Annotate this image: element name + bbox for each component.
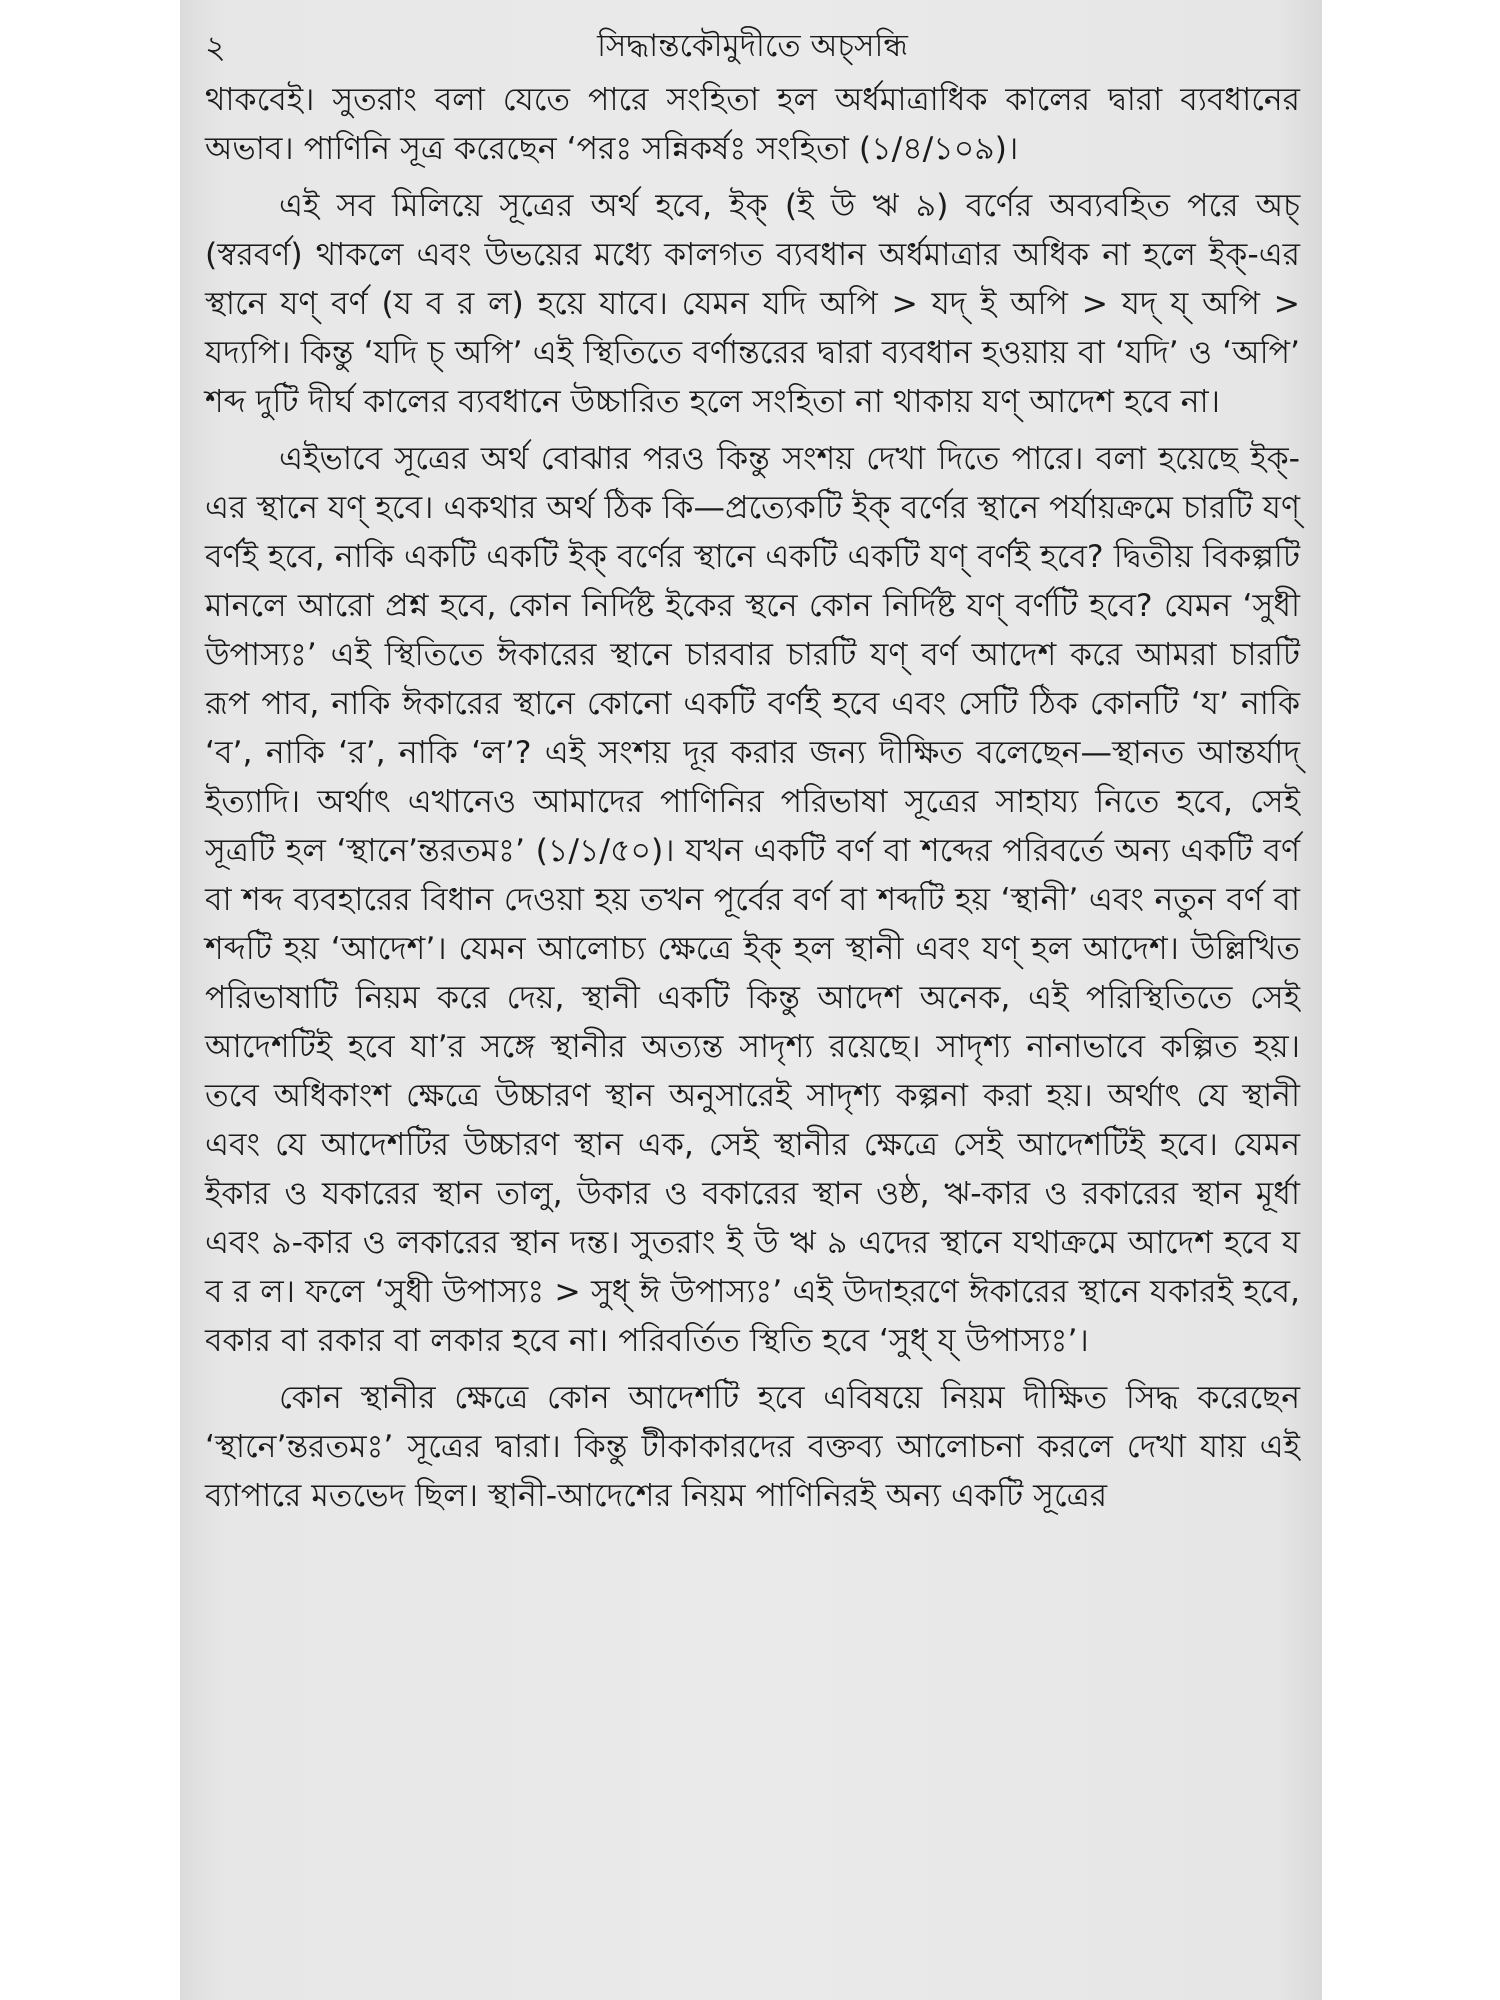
- book-page: [180, 0, 1322, 2000]
- chapter-title: সিদ্ধান্তকৌমুদীতে অচ্‌সন্ধি: [597, 28, 908, 64]
- paragraph-continuation: থাকবেই। সুতরাং বলা যেতে পারে সংহিতা হল অর্ধমাত্রাধিক কালের দ্বারা ব্যবধানের অভাব। পাণিনি সূত্র করেছেন ‘পরঃ সন্নিকর্ষঃ সংহিতা (১/৪/১০৯)।: [205, 82, 1300, 167]
- paragraph: কোন স্থানীর ক্ষেত্রে কোন আদেশটি হবে এবিষয়ে নিয়ম দীক্ষিত সিদ্ধ করেছেন ‘স্থানে’ন্তরতমঃ’ সূত্রের দ্বারা। কিন্তু টীকাকারদের বক্তব্য আলোচনা করলে দেখা যায় এই ব্যাপারে মতভেদ ছিল। স্থানী-আদেশের নিয়ম পাণিনিরই অন্য একটি সূত্রের: [205, 1380, 1300, 1514]
- page-number: ২: [205, 28, 226, 66]
- body-text: [205, 76, 1300, 1521]
- running-header: [205, 14, 1300, 76]
- paragraph: এই সব মিলিয়ে সূত্রের অর্থ হবে, ইক্‌ (ই উ ঋ ৯) বর্ণের অব্যবহিত পরে অচ্‌ (স্বরবর্ণ) থাকলে এবং উভয়ের মধ্যে কালগত ব্যবধান অর্ধমাত্রার অধিক না হলে ইক্‌-এর স্থানে যণ্‌ বর্ণ (য ব র ল) হয়ে যাবে। যেমন যদি অপি > যদ্‌ ই অপি > যদ্‌ য্‌ অপি > যদ্যপি। কিন্তু ‘যদি চ্‌ অপি’ এই স্থিতিতে বর্ণান্তরের দ্বারা ব্যবধান হওয়ায় বা ‘যদি’ ও ‘অপি’ শব্দ দুটি দীর্ঘ কালের ব্যবধানে উচ্চারিত হলে সংহিতা না থাকায় যণ্‌ আদেশ হবে না।: [205, 188, 1300, 420]
- text-block: [205, 0, 1300, 1521]
- paragraph: এইভাবে সূত্রের অর্থ বোঝার পরও কিন্তু সংশয় দেখা দিতে পারে। বলা হয়েছে ইক্‌-এর স্থানে যণ্‌ হবে। একথার অর্থ ঠিক কি—প্রত্যেকটি ইক্‌ বর্ণের স্থানে পর্যায়ক্রমে চারটি যণ্‌ বর্ণই হবে, নাকি একটি একটি ইক্‌ বর্ণের স্থানে একটি একটি যণ্‌ বর্ণই হবে? দ্বিতীয় বিকল্পটি মানলে আরো প্রশ্ন হবে, কোন নির্দিষ্ট ইকের স্থনে কোন নির্দিষ্ট যণ্‌ বর্ণটি হবে? যেমন ‘সুধী উপাস্যঃ’ এই স্থিতিতে ঈকারের স্থানে চারবার চারটি যণ্‌ বর্ণ আদেশ করে আমরা চারটি রূপ পাব, নাকি ঈকারের স্থানে কোনো একটি বর্ণই হবে এবং সেটি ঠিক কোনটি ‘য’ নাকি ‘ব’, নাকি ‘র’, নাকি ‘ল’? এই সংশয় দূর করার জন্য দীক্ষিত বলেছেন—স্থানত আন্তর্যাদ্‌ ইত্যাদি। অর্থাৎ এখানেও আমাদের পাণিনির পরিভাষা সূত্রের সাহায্য নিতে হবে, সেই সূত্রটি হল ‘স্থানে’ন্তরতমঃ’ (১/১/৫০)। যখন একটি বর্ণ বা শব্দের পরিবর্তে অন্য একটি বর্ণ বা শব্দ ব্যবহারের বিধান দেওয়া হয় তখন পূর্বের বর্ণ বা শব্দটি হয় ‘স্থানী’ এবং নতুন বর্ণ বা শব্দটি হয় ‘আদেশ’। যেমন আলোচ্য ক্ষেত্রে ইক্‌ হল স্থানী এবং যণ্‌ হল আদেশ। উল্লিখিত পরিভাষাটি নিয়ম করে দেয়, স্থানী একটি কিন্তু আদেশ অনেক, এই পরিস্থিতিতে সেই আদেশটিই হবে যা’র সঙ্গে স্থানীর অত্যন্ত সাদৃশ্য রয়েছে। সাদৃশ্য নানাভাবে কল্পিত হয়। তবে অধিকাংশ ক্ষেত্রে উচ্চারণ স্থান অনুসারেই সাদৃশ্য কল্পনা করা হয়। অর্থাৎ যে স্থানী এবং যে আদেশটির উচ্চারণ স্থান এক, সেই স্থানীর ক্ষেত্রে সেই আদেশটিই হবে। যেমন ইকার ও যকারের স্থান তালু, উকার ও বকারের স্থান ওষ্ঠ, ঋ-কার ও রকারের স্থান মূর্ধা এবং ৯-কার ও লকারের স্থান দন্ত। সুতরাং ই উ ঋ ৯ এদের স্থানে যথাক্রমে আদেশ হবে য ব র ল। ফলে ‘সুধী উপাস্যঃ > সুধ্‌ ঈ উপাস্যঃ’ এই উদাহরণে ঈকারের স্থানে যকারই হবে, বকার বা রকার বা লকার হবে না। পরিবর্তিত স্থিতি হবে ‘সুধ্‌ য্‌ উপাস্যঃ’।: [205, 441, 1300, 1359]
